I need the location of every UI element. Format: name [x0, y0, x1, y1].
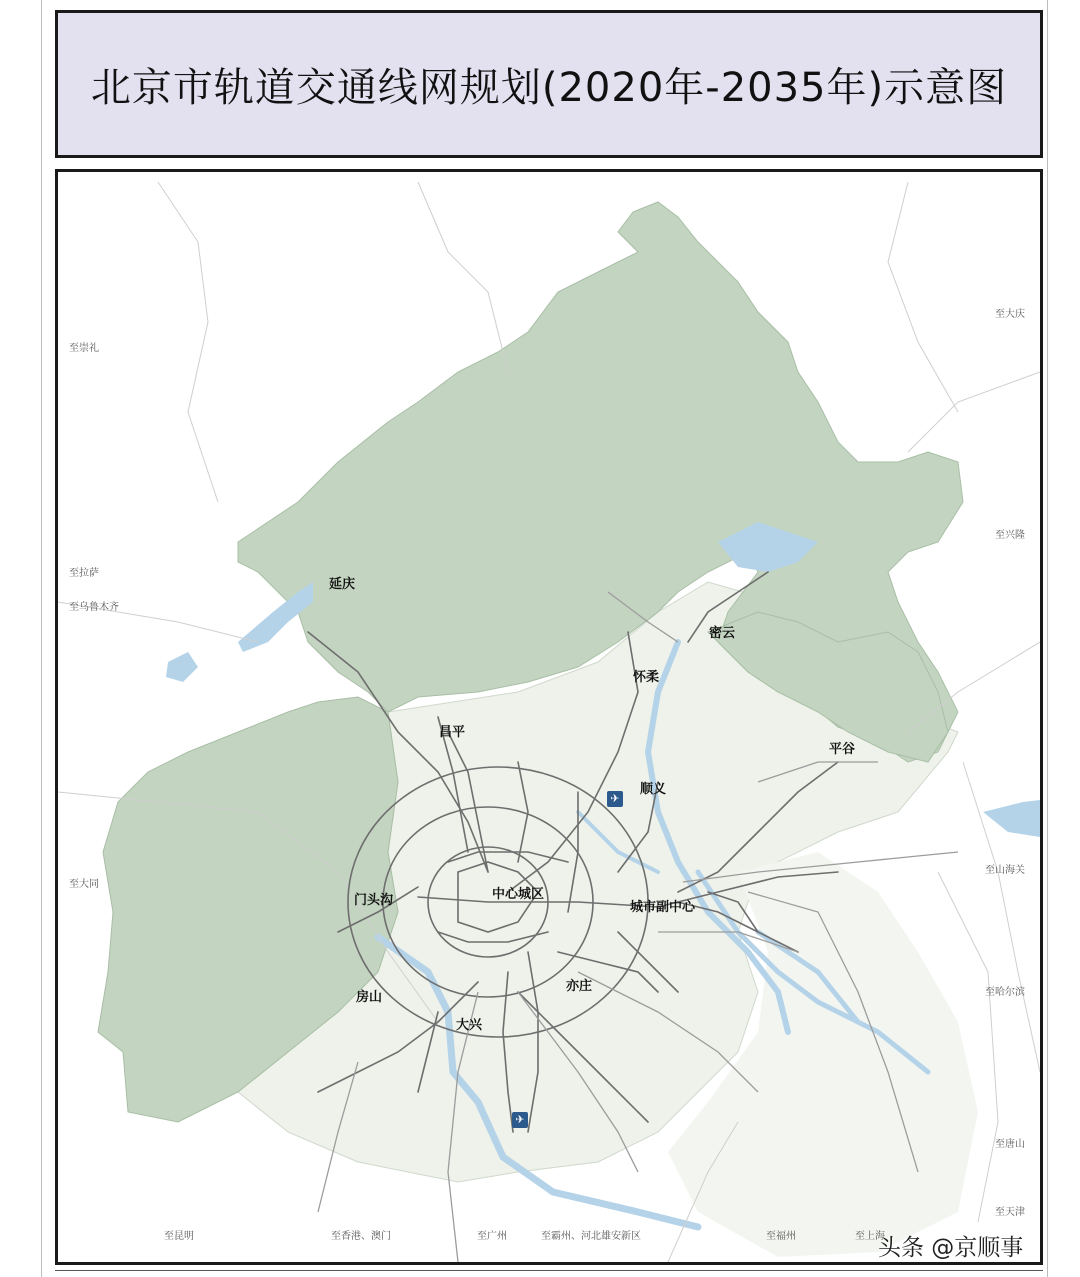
watermark: 头条 @京顺事 [878, 1235, 1024, 1261]
title-box [55, 10, 1043, 158]
direction-haerbin: 至哈尔滨 [985, 987, 1025, 998]
direction-xianggang-aomen: 至香港、澳门 [331, 1231, 391, 1242]
district-label-yizhuang: 亦庄 [566, 979, 593, 994]
direction-bazhou-xiongan: 至霸州、河北雄安新区 [541, 1231, 641, 1242]
district-label-mentougou: 门头沟 [354, 893, 394, 908]
right-page-rule [1047, 0, 1048, 1277]
capital-airport-icon: ✈ [607, 791, 623, 807]
district-label-miyun: 密云 [709, 626, 736, 641]
direction-daqing: 至大庆 [995, 309, 1025, 320]
west-lake [166, 652, 198, 682]
direction-shanghai: 至上海 [855, 1231, 885, 1242]
east-lake [983, 800, 1040, 837]
district-label-yanqing: 延庆 [329, 577, 356, 592]
district-label-fangshan: 房山 [356, 990, 383, 1005]
district-label-huairou: 怀柔 [633, 670, 660, 685]
direction-fuzhou: 至福州 [766, 1231, 796, 1242]
bottom-rule [55, 1270, 1043, 1271]
direction-lasa: 至拉萨 [69, 568, 99, 579]
district-label-subcenter: 城市副中心 [630, 900, 696, 915]
direction-kunming: 至昆明 [164, 1231, 194, 1242]
direction-xinglong: 至兴隆 [995, 530, 1025, 541]
direction-guangzhou: 至广州 [477, 1231, 507, 1242]
district-label-pinggu: 平谷 [829, 742, 856, 757]
direction-tianjin: 至天津 [995, 1207, 1025, 1218]
daxing-airport-icon: ✈ [512, 1112, 528, 1128]
district-label-central: 中心城区 [492, 887, 545, 902]
map-title: 北京市轨道交通线网规划(2020年-2035年)示意图 [90, 64, 1008, 111]
left-page-rule [41, 0, 42, 1277]
direction-datong: 至大同 [69, 879, 99, 890]
map-canvas [58, 172, 1040, 1262]
map-frame [55, 169, 1043, 1265]
direction-shanhaiguan: 至山海关 [985, 865, 1025, 876]
direction-wulumuqi: 至乌鲁木齐 [69, 602, 119, 613]
direction-chongli: 至崇礼 [69, 343, 99, 354]
district-label-changping: 昌平 [439, 725, 466, 740]
district-label-daxing: 大兴 [456, 1018, 483, 1033]
district-label-shunyi: 顺义 [640, 782, 667, 797]
direction-tangshan: 至唐山 [995, 1139, 1025, 1150]
